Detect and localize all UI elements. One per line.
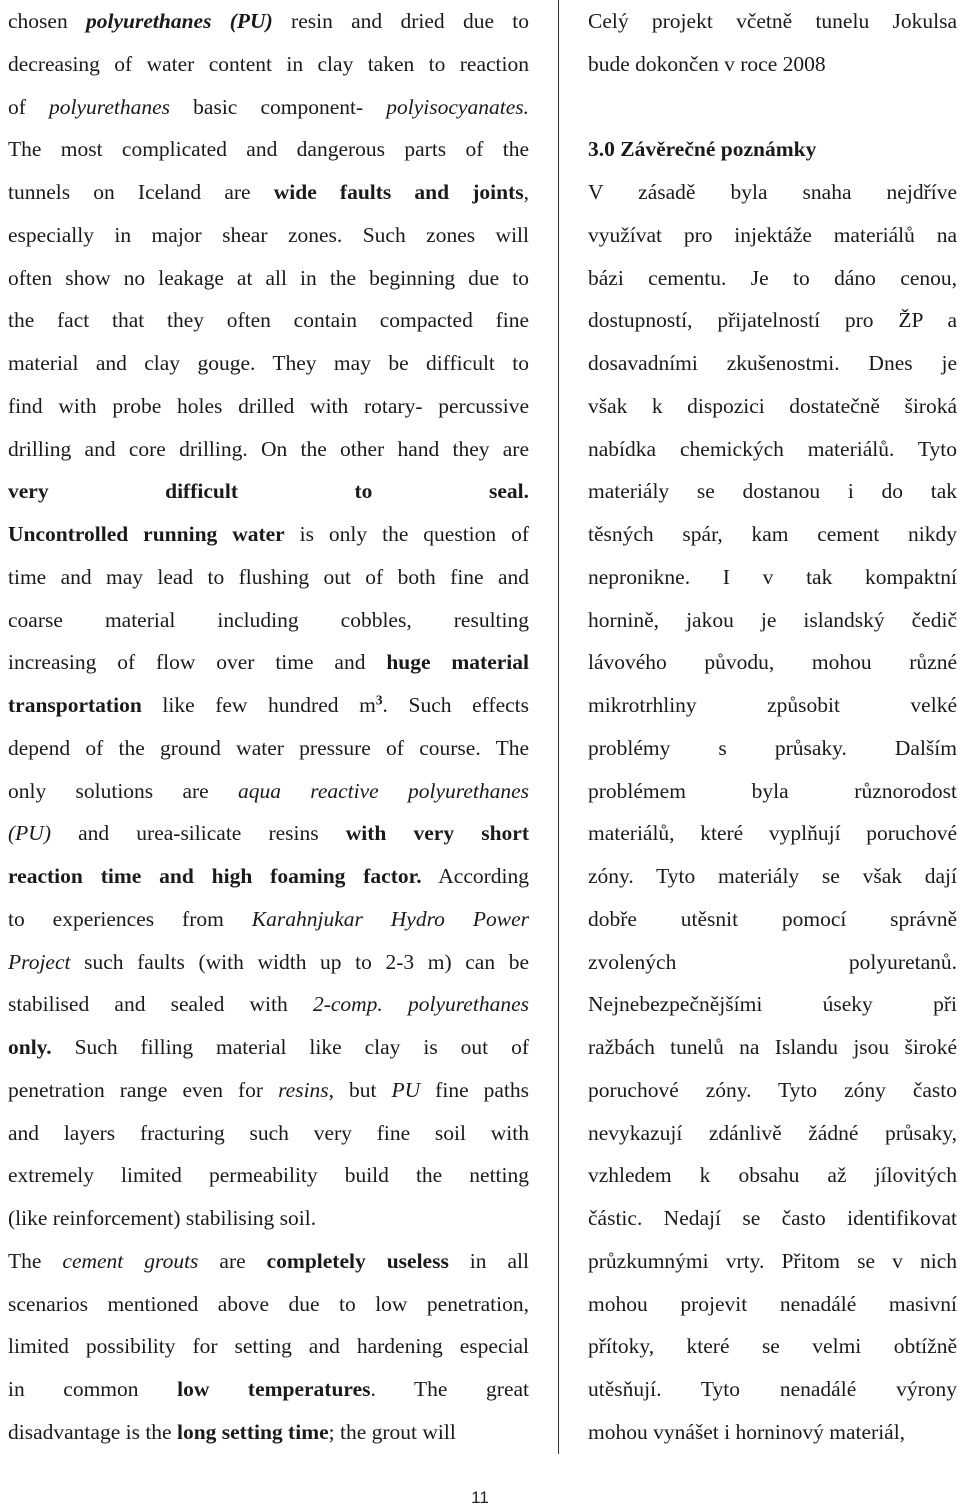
text-run: are	[198, 1248, 267, 1273]
text-run: V zásadě byla snaha nejdříve	[588, 180, 957, 204]
text-run: zvolených polyuretanů.	[588, 949, 957, 974]
text-run: huge material	[386, 650, 529, 675]
text-run: only solutions are	[8, 778, 238, 803]
text-line	[8, 1411, 529, 1454]
text-run: těsných spár, kam cement nikdy	[588, 522, 957, 546]
text-run: ražbách tunelů na Islandu jsou široké	[588, 1035, 957, 1059]
text-run: využívat pro injektáže materiálů na	[588, 222, 957, 247]
text-run: fine paths	[420, 1077, 529, 1102]
text-run: dobře utěsnit pomocí správně	[588, 906, 957, 931]
text-line	[8, 86, 529, 129]
text-run: ,	[523, 180, 529, 204]
text-line	[8, 855, 529, 898]
text-line	[8, 1283, 529, 1326]
text-line	[8, 0, 529, 43]
text-line	[8, 43, 529, 86]
text-run: stabilised and sealed with	[8, 992, 313, 1017]
text-run: decreasing of water content in clay taken to reaction	[8, 51, 529, 76]
text-line	[588, 86, 957, 129]
text-run: chosen	[8, 9, 87, 33]
text-run: of	[8, 94, 50, 119]
text-line	[588, 1368, 957, 1411]
text-line	[8, 898, 529, 941]
text-run: wide faults and joints	[273, 180, 524, 204]
text-line	[8, 1197, 529, 1240]
text-line	[8, 470, 529, 513]
text-run: and layers fracturing such very fine soil with	[8, 1120, 529, 1145]
text-line	[588, 342, 957, 385]
text-run: aqua reactive polyurethanes	[237, 778, 530, 803]
text-line	[588, 1026, 957, 1069]
text-line	[588, 898, 957, 941]
text-line	[588, 983, 957, 1026]
text-run: Such filling material like clay is out of	[51, 1035, 529, 1059]
text-line	[588, 385, 957, 428]
text-run: completely useless	[266, 1248, 449, 1273]
text-run: utěsňují. Tyto nenadálé výrony	[588, 1377, 957, 1401]
text-line	[8, 556, 529, 599]
text-run: the fact that they often contain compacted fine	[8, 308, 529, 333]
text-run: však k dispozici dostatečně široká	[588, 393, 957, 418]
text-run: only.	[8, 1035, 52, 1059]
text-run: polyurethanes (PU)	[86, 9, 273, 33]
text-line	[588, 855, 957, 898]
text-line	[588, 727, 957, 770]
text-run: poruchové zóny. Tyto zóny často	[588, 1077, 957, 1102]
text-run: Project	[8, 949, 71, 974]
text-line	[8, 983, 529, 1026]
text-run: polyurethanes	[49, 94, 171, 119]
text-run: with very short	[345, 821, 530, 846]
text-line	[8, 727, 529, 770]
text-run: increasing of flow over time and	[8, 650, 387, 675]
text-line	[8, 299, 529, 342]
text-line	[588, 171, 957, 214]
text-line	[588, 43, 957, 86]
text-line	[588, 1069, 957, 1112]
text-run: , but	[328, 1077, 392, 1102]
text-run: materiálů, které vyplňují poruchové	[588, 821, 957, 846]
text-run: tunnels on Iceland are	[8, 180, 274, 204]
text-line	[8, 385, 529, 428]
text-line	[588, 0, 957, 43]
text-line	[8, 941, 529, 984]
text-run: lávového původu, mohou různé	[588, 650, 957, 675]
text-run: coarse material including cobbles, resulting	[8, 607, 529, 632]
text-run: like few hundred m	[141, 693, 376, 717]
text-run: nevykazují zdánlivě žádné průsaky,	[588, 1120, 957, 1145]
text-line	[588, 684, 957, 727]
text-run: According	[421, 864, 529, 888]
text-line	[588, 1411, 957, 1454]
text-line	[588, 1325, 957, 1368]
column-divider	[558, 0, 559, 1454]
text-line	[8, 1240, 529, 1283]
text-line	[8, 1026, 529, 1069]
text-line	[8, 428, 529, 471]
text-run: mohou vynášet i horninový materiál,	[588, 1419, 906, 1444]
text-run: material and clay gouge. They may be difficult to	[8, 351, 529, 375]
text-line	[588, 941, 957, 984]
text-run: problémy s průsaky. Dalším	[588, 735, 957, 760]
text-run: PU	[391, 1077, 421, 1102]
text-run: scenarios mentioned above due to low penetration,	[8, 1291, 529, 1316]
text-line	[588, 1197, 957, 1240]
text-run: mikrotrhliny způsobit velké	[588, 693, 957, 717]
text-run: to experiences from	[8, 906, 252, 931]
text-line	[588, 299, 957, 342]
text-line	[588, 556, 957, 599]
text-run: find with probe holes drilled with rotary- percussive	[8, 393, 529, 418]
text-line	[588, 428, 957, 471]
text-run: resin and dried due to	[272, 9, 530, 33]
left-column-english	[8, 0, 529, 1454]
text-line	[588, 1283, 957, 1326]
text-run: is only the question of	[284, 522, 529, 546]
text-run: basic component-	[170, 94, 387, 119]
text-run: often show no leakage at all in the beginning due to	[8, 265, 529, 290]
text-run: problémem byla různorodost	[588, 778, 957, 803]
text-line	[8, 1325, 529, 1368]
text-run: . Such effects	[382, 693, 529, 717]
text-line	[588, 1154, 957, 1197]
text-run: částic. Nedají se často identifikovat	[588, 1206, 957, 1230]
text-run: The most complicated and dangerous parts of the	[8, 137, 529, 162]
text-run: 3	[375, 692, 383, 708]
text-line	[8, 770, 529, 813]
text-run: in all	[448, 1248, 529, 1273]
text-run: penetration range even for	[8, 1077, 279, 1102]
text-run: vzhledem k obsahu až jílovitých	[588, 1163, 957, 1188]
text-line	[8, 128, 529, 171]
text-line	[8, 1154, 529, 1197]
text-run: přítoky, které se velmi obtížně	[588, 1334, 957, 1359]
text-run: reaction time and high foaming factor.	[8, 864, 422, 888]
text-run: . The great	[370, 1377, 529, 1401]
text-run: hornině, jakou je islandský čedič	[588, 607, 957, 632]
text-line	[588, 599, 957, 642]
text-run: in common	[8, 1377, 178, 1401]
text-run: 2-comp. polyurethanes	[312, 992, 529, 1017]
text-run: bude dokončen v roce 2008	[588, 51, 826, 76]
text-run: The	[8, 1248, 63, 1273]
text-run: Uncontrolled running water	[8, 522, 285, 546]
text-run: transportation	[8, 693, 142, 717]
text-line	[588, 812, 957, 855]
text-run: Nejnebezpečnějšími úseky při	[588, 992, 957, 1017]
text-line	[588, 214, 957, 257]
text-line	[588, 470, 957, 513]
text-line	[8, 214, 529, 257]
text-run: zóny. Tyto materiály se však dají	[588, 864, 957, 888]
text-run: (like reinforcement) stabilising soil.	[8, 1206, 317, 1230]
text-run: cement grouts	[62, 1248, 199, 1273]
text-run: and urea-silicate resins	[50, 821, 346, 846]
text-line	[588, 641, 957, 684]
text-line	[8, 1069, 529, 1112]
text-run: Celý projekt včetně tunelu Jokulsa	[588, 9, 957, 33]
text-run: mohou projevit nenadálé masivní	[588, 1291, 957, 1316]
text-line	[8, 684, 529, 727]
text-run: extremely limited permeability build the netting	[8, 1163, 529, 1188]
text-run: very difficult to seal.	[8, 479, 529, 504]
text-run: long setting time	[176, 1419, 329, 1444]
text-line	[588, 1112, 957, 1155]
text-run: resins	[278, 1077, 329, 1102]
text-run: Karahnjukar Hydro Power	[251, 906, 529, 931]
text-run: průzkumnými vrty. Přitom se v nich	[588, 1248, 957, 1273]
text-line	[8, 641, 529, 684]
page-number: 11	[471, 1488, 489, 1507]
text-line	[8, 812, 529, 855]
text-line	[588, 257, 957, 300]
text-run: such faults (with width up to 2-3 m) can be	[70, 949, 529, 974]
text-line	[8, 1368, 529, 1411]
text-run: ; the grout will	[328, 1419, 456, 1444]
text-run: bázi cementu. Je to dáno cenou,	[588, 265, 957, 290]
text-line	[8, 171, 529, 214]
right-column-czech	[588, 0, 957, 1454]
text-run: depend of the ground water pressure of course. The	[8, 735, 529, 760]
text-line	[8, 257, 529, 300]
text-line	[588, 1240, 957, 1283]
text-run: low temperatures	[177, 1377, 371, 1401]
text-run: disadvantage is the	[8, 1419, 177, 1444]
text-line	[8, 1112, 529, 1155]
text-line	[588, 770, 957, 813]
text-run: materiály se dostanou i do tak	[588, 479, 957, 504]
text-line	[588, 513, 957, 556]
text-run: limited possibility for setting and hardening especial	[8, 1334, 529, 1359]
text-run: especially in major shear zones. Such zones will	[8, 222, 529, 247]
text-run: dosavadními zkušenostmi. Dnes je	[588, 351, 957, 375]
text-line	[8, 342, 529, 385]
text-run: polyisocyanates.	[386, 94, 529, 119]
text-line	[8, 513, 529, 556]
text-run: nepronikne. I v tak kompaktní	[588, 564, 957, 589]
text-run: 3.0 Závěrečné poznámky	[588, 137, 817, 162]
text-line	[8, 599, 529, 642]
text-run: (PU)	[8, 821, 51, 846]
text-run: nabídka chemických materiálů. Tyto	[588, 436, 957, 461]
text-run: time and may lead to flushing out of both fine and	[8, 564, 529, 589]
text-run: drilling and core drilling. On the other hand they are	[8, 436, 529, 461]
text-run: dostupností, přijatelností pro ŽP a	[588, 308, 957, 333]
text-line	[588, 128, 957, 171]
